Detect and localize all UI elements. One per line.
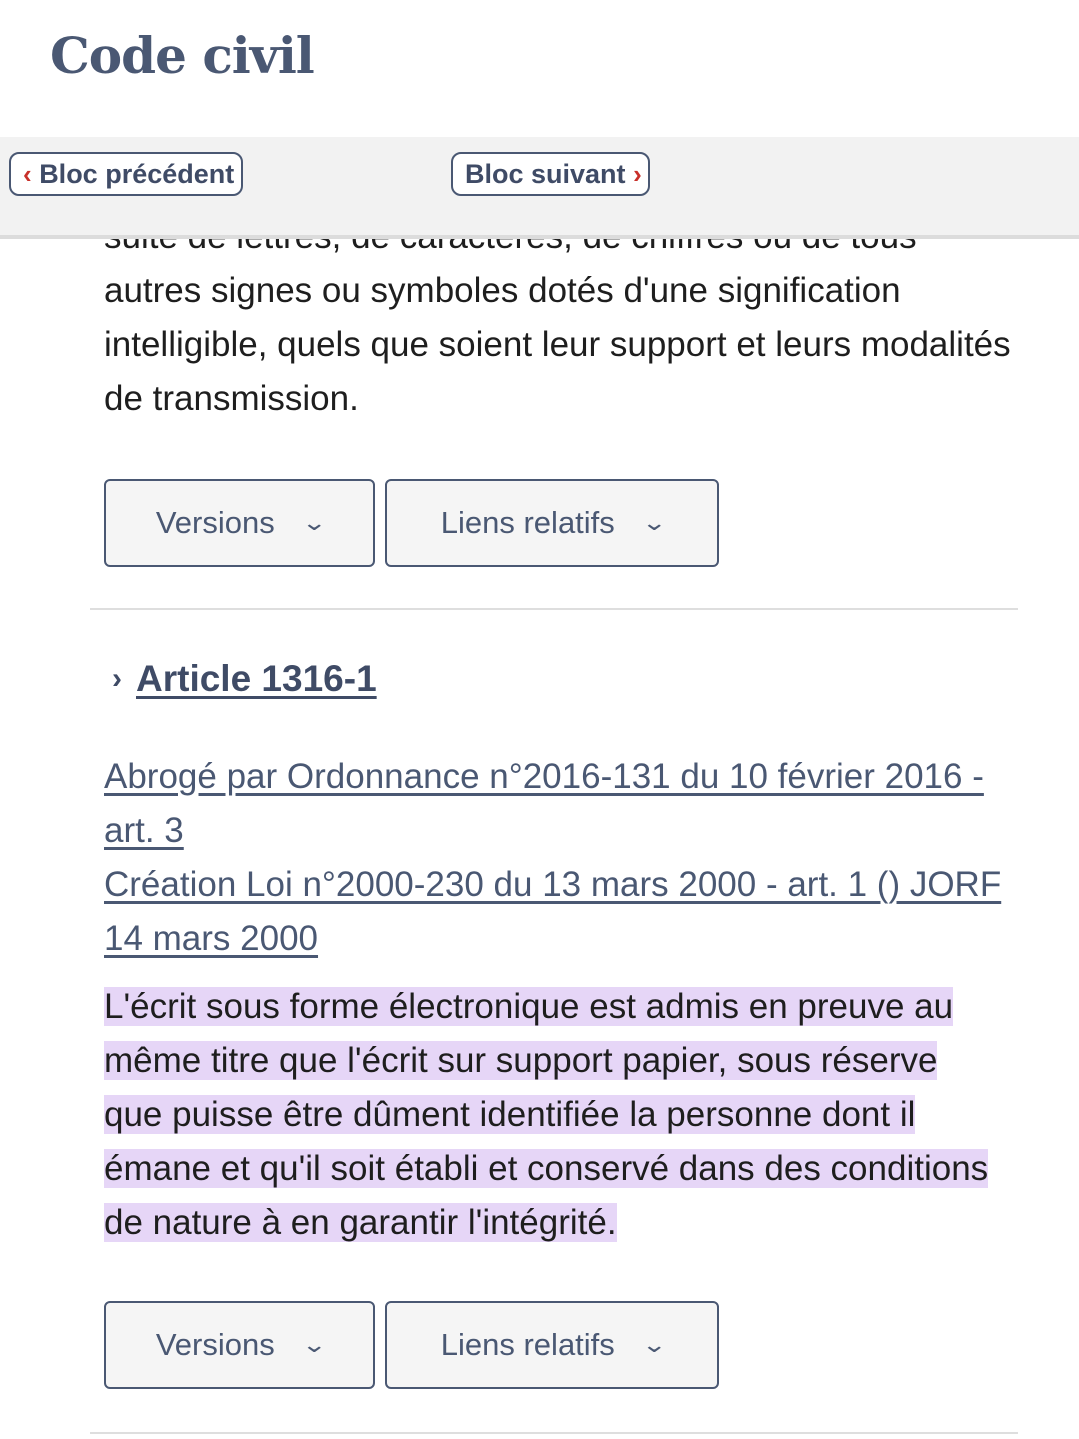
article-text-previous: autres signes ou symboles dotés d'une signification intelligible, quels que soient leur support et leurs modalités de transmission. <box>104 271 1011 418</box>
chevron-left-icon: ‹ <box>23 158 32 189</box>
chevron-down-icon: ⌄ <box>641 510 667 535</box>
block-navigation-bar <box>0 137 1079 239</box>
chevron-right-icon: › <box>633 158 642 189</box>
abroge-link[interactable]: Abrogé par Ordonnance n°2016-131 du 10 février 2016 - art. 3 <box>104 757 984 850</box>
versions-label: Versions <box>155 1327 275 1362</box>
next-block-button[interactable] <box>451 152 650 196</box>
liens-relatifs-label: Liens relatifs <box>440 1327 615 1362</box>
next-block-label: Bloc suivant <box>465 158 626 189</box>
versions-button[interactable] <box>104 479 375 567</box>
article-actions-previous <box>104 479 719 567</box>
versions-label: Versions <box>155 505 275 540</box>
versions-button[interactable] <box>104 1301 375 1389</box>
article-actions <box>104 1301 719 1389</box>
page-header <box>0 0 1079 137</box>
article-title-link[interactable]: Article 1316-1 <box>136 658 377 699</box>
section-divider <box>90 1432 1018 1434</box>
chevron-right-icon: › <box>112 662 122 695</box>
chevron-down-icon: ⌄ <box>641 1332 667 1357</box>
article-header[interactable] <box>112 658 377 700</box>
chevron-down-icon: ⌄ <box>301 510 327 535</box>
previous-block-button[interactable] <box>9 152 243 196</box>
previous-block-label: Bloc précédent <box>39 158 235 189</box>
liens-relatifs-button[interactable] <box>385 479 719 567</box>
liens-relatifs-button[interactable] <box>385 1301 719 1389</box>
page-title: Code civil <box>50 26 314 85</box>
section-divider <box>90 608 1018 610</box>
highlighted-text: L'écrit sous forme électronique est admis en preuve au même titre que l'écrit sur support papier, sous réserve que puisse être dûment identifiée la personne dont il émane et qu'il soit établi et conservé dans des conditions de nature à en garantir l'intégrité. <box>104 987 989 1242</box>
article-text <box>104 980 1004 1250</box>
creation-link[interactable]: Création Loi n°2000-230 du 13 mars 2000 - art. 1 () JORF 14 mars 2000 <box>104 865 1002 958</box>
article-references <box>104 750 1019 966</box>
liens-relatifs-label: Liens relatifs <box>440 505 615 540</box>
chevron-down-icon: ⌄ <box>301 1332 327 1357</box>
